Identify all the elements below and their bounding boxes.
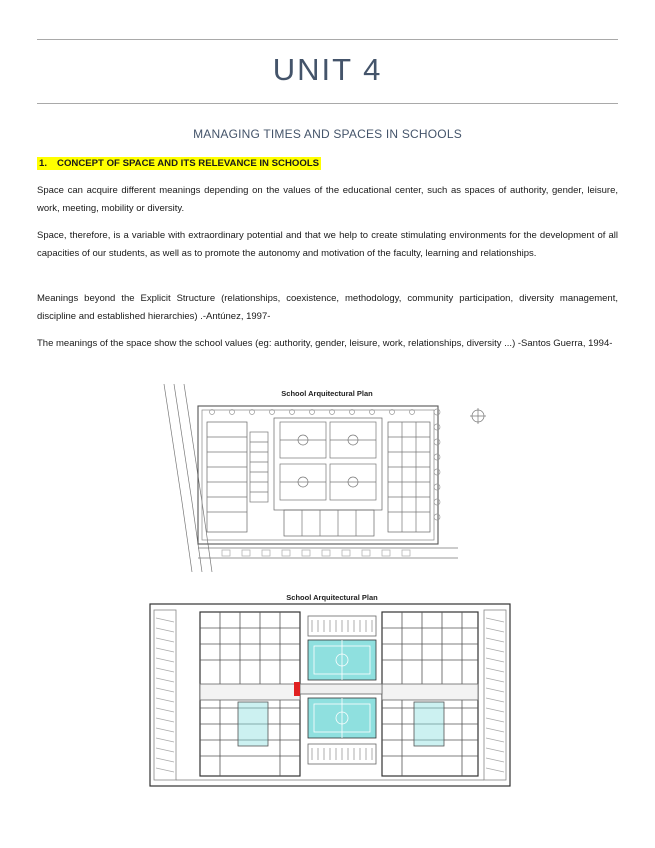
school-plan-1-caption: School Arquitectural Plan <box>281 389 373 398</box>
school-plan-1-drawing <box>162 382 492 572</box>
school-plan-2 <box>146 588 514 788</box>
paragraph-2: Space, therefore, is a variable with extraordinary potential and that we help to create stimulating environments for the development of all capacities of our students, as well as to promote the autonomy and motivation of the faculty, learning and relationships. <box>37 230 618 259</box>
paragraph-1: Space can acquire different meanings depending on the values of the educational center, such as spaces of authority, gender, leisure, work, meeting, mobility or diversity. <box>37 185 618 214</box>
paragraph-4: The meanings of the space show the school values (eg: authority, gender, leisure, work, relationships, diversity ...) -Santos Guerra, 1994- <box>37 338 613 349</box>
title-rule <box>37 103 618 104</box>
section-heading <box>37 157 321 170</box>
unit-title: UNIT 4 <box>272 52 383 87</box>
document-subtitle: MANAGING TIMES AND SPACES IN SCHOOLS <box>193 127 462 141</box>
top-rule <box>37 39 618 40</box>
school-plan-1 <box>162 382 492 572</box>
school-plan-2-caption: School Arquitectural Plan <box>286 593 378 602</box>
paragraph-3: Meanings beyond the Explicit Structure (relationships, coexistence, methodology, community participation, diversity management, discipline and established hierarchies) .-Antúnez, 1997- <box>37 293 618 322</box>
school-plan-2-drawing <box>146 588 514 788</box>
section-title: CONCEPT OF SPACE AND ITS RELEVANCE IN SCHOOLS <box>57 158 320 169</box>
section-number: 1. <box>39 158 48 169</box>
